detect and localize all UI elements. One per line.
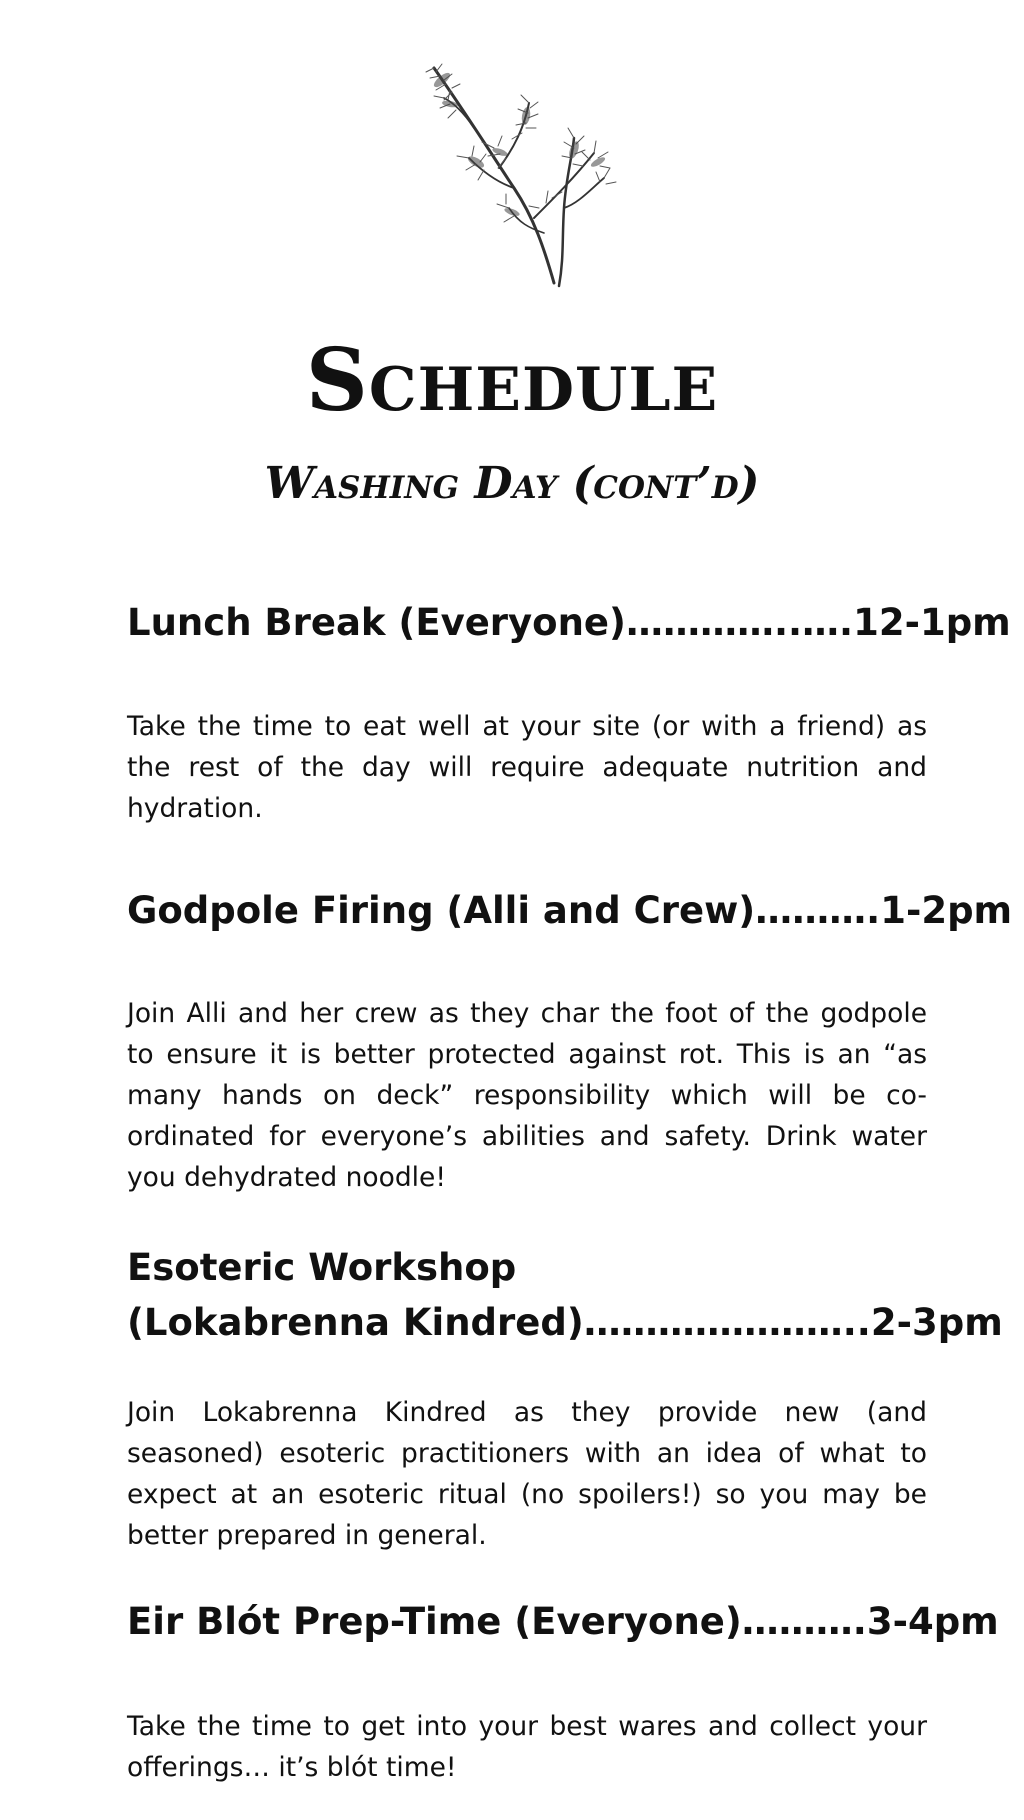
fennel-sprig-icon	[414, 58, 624, 290]
event-description-esoteric-workshop: Join Lokabrenna Kindred as they provide new (and seasoned) esoteric practitioners with an idea of what to expect at an esoteric ritual (no spoilers!) so you may be better prepared in general.	[127, 1397, 927, 1551]
event-description-godpole-firing: Join Alli and her crew as they char the foot of the godpole to ensure it is better protected against rot. This is an “as many hands on deck” responsibility which will be co-ordinated for everyone’s abilities and safety. Drink water you dehydrated noodle!	[127, 998, 927, 1193]
page-subtitle: Washing Day (cont’d)	[264, 458, 760, 509]
event-description-eir-blot-prep: Take the time to get into your best wares and collect your offerings… it’s blót time!	[127, 1711, 927, 1783]
event-heading-lunch-break: Lunch Break (Everyone)…………..….12-1pm	[127, 601, 1011, 644]
event-description-lunch-break: Take the time to eat well at your site (or with a friend) as the rest of the day will require adequate nutrition and hydration.	[127, 711, 927, 824]
event-heading-eir-blot-prep: Eir Blót Prep-Time (Everyone)……….3-4pm	[127, 1600, 999, 1643]
page-title: Schedule	[305, 330, 719, 431]
event-heading-esoteric-workshop: Esoteric Workshop	[127, 1246, 517, 1289]
event-heading-godpole-firing: Godpole Firing (Alli and Crew)……….1-2pm	[127, 889, 1013, 932]
event-heading-esoteric-workshop-host: (Lokabrenna Kindred)…………………..2-3pm	[127, 1301, 1003, 1344]
